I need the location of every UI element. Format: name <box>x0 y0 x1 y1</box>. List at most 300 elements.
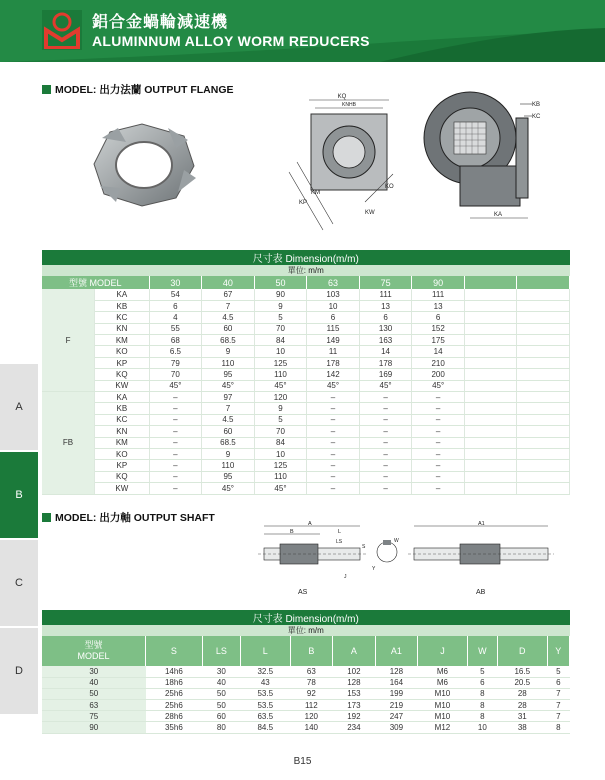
value-cell: – <box>412 437 465 448</box>
value-cell: 68.5 <box>202 437 255 448</box>
value-cell: 45° <box>254 483 307 494</box>
value-cell: 10 <box>254 346 307 357</box>
side-tab-c-label: C <box>15 577 23 589</box>
table-row <box>42 460 570 471</box>
model-cell: 40 <box>42 677 146 688</box>
flange-section-label: MODEL: 出力法蘭 OUTPUT FLANGE <box>55 84 234 96</box>
label-b: B <box>290 529 294 535</box>
value-cell: 103 <box>307 289 360 300</box>
side-tab-d[interactable] <box>0 628 38 714</box>
empty-cell <box>517 437 570 448</box>
value-cell: 309 <box>375 722 418 733</box>
param-label: KA <box>95 289 150 300</box>
value-cell: 28h6 <box>146 711 203 722</box>
param-label: KA <box>95 392 150 403</box>
value-cell: 4.5 <box>202 312 255 323</box>
value-cell: 10 <box>254 448 307 459</box>
value-cell: 6 <box>307 312 360 323</box>
section-bullet-icon <box>42 85 51 94</box>
model-column-header: 30 <box>149 276 202 289</box>
table-row <box>42 312 570 323</box>
value-cell: 192 <box>333 711 376 722</box>
header-title-en: ALUMINNUM ALLOY WORM REDUCERS <box>92 33 370 49</box>
empty-cell <box>517 414 570 425</box>
shaft-key-section-drawing <box>372 520 402 580</box>
value-cell: 6 <box>412 312 465 323</box>
value-cell: – <box>149 471 202 482</box>
value-cell: M10 <box>418 688 468 699</box>
label-j: J <box>344 574 347 580</box>
empty-cell <box>464 300 517 311</box>
value-cell: 142 <box>307 369 360 380</box>
value-cell: 173 <box>333 700 376 711</box>
empty-cell <box>464 460 517 471</box>
value-cell: 120 <box>254 392 307 403</box>
empty-cell <box>517 460 570 471</box>
group-label: FB <box>42 392 95 495</box>
value-cell: 163 <box>359 335 412 346</box>
empty-header <box>464 276 517 289</box>
company-logo-icon <box>40 8 84 52</box>
value-cell: 14 <box>359 346 412 357</box>
value-cell: 95 <box>202 471 255 482</box>
value-cell: 115 <box>307 323 360 334</box>
value-cell: 125 <box>254 357 307 368</box>
value-cell: – <box>307 460 360 471</box>
column-header: Y <box>547 636 569 666</box>
value-cell: – <box>307 426 360 437</box>
label-l: L <box>338 529 342 535</box>
side-tab-a-label: A <box>15 401 23 413</box>
table-row <box>42 403 570 414</box>
param-label: KB <box>95 300 150 311</box>
model-column-header: 75 <box>359 276 412 289</box>
value-cell: 5 <box>254 312 307 323</box>
model-cell: 63 <box>42 700 146 711</box>
value-cell: 92 <box>290 688 333 699</box>
value-cell: 97 <box>202 392 255 403</box>
label-ka: KA <box>494 212 503 218</box>
value-cell: 55 <box>149 323 202 334</box>
value-cell: – <box>412 392 465 403</box>
model-cell: 90 <box>42 722 146 733</box>
param-label: KQ <box>95 471 150 482</box>
value-cell: 54 <box>149 289 202 300</box>
value-cell: 63 <box>290 666 333 677</box>
model-cell: 50 <box>42 688 146 699</box>
value-cell: 18h6 <box>146 677 203 688</box>
table-row <box>42 335 570 346</box>
empty-cell <box>464 369 517 380</box>
value-cell: 8 <box>467 711 497 722</box>
value-cell: – <box>359 392 412 403</box>
value-cell: 7 <box>202 300 255 311</box>
output-flange-photo <box>88 118 203 210</box>
value-cell: 9 <box>254 403 307 414</box>
value-cell: 80 <box>202 722 240 733</box>
value-cell: 149 <box>307 335 360 346</box>
value-cell: 6 <box>359 312 412 323</box>
value-cell: 6 <box>547 677 569 688</box>
value-cell: 32.5 <box>240 666 290 677</box>
shaft-as-drawing <box>258 518 370 596</box>
value-cell: 90 <box>254 289 307 300</box>
value-cell: 200 <box>412 369 465 380</box>
value-cell: – <box>149 448 202 459</box>
value-cell: 45° <box>254 380 307 391</box>
value-cell: 13 <box>412 300 465 311</box>
empty-cell <box>464 426 517 437</box>
value-cell: – <box>307 437 360 448</box>
value-cell: 40 <box>202 677 240 688</box>
model-cell: 75 <box>42 711 146 722</box>
table-row <box>42 323 570 334</box>
empty-cell <box>464 346 517 357</box>
table-row <box>42 700 570 711</box>
shaft-ab-drawing <box>408 518 556 596</box>
param-label: KB <box>95 403 150 414</box>
value-cell: 30 <box>202 666 240 677</box>
label-kp: KP <box>299 200 308 206</box>
label-kw: KW <box>365 210 375 216</box>
table-row <box>42 346 570 357</box>
param-label: KW <box>95 483 150 494</box>
column-header: B <box>290 636 333 666</box>
value-cell: 43 <box>240 677 290 688</box>
shaft-section-label: MODEL: 出力軸 OUTPUT SHAFT <box>55 512 215 524</box>
value-cell: 84 <box>254 437 307 448</box>
value-cell: 13 <box>359 300 412 311</box>
value-cell: – <box>149 483 202 494</box>
value-cell: 35h6 <box>146 722 203 733</box>
value-cell: 60 <box>202 711 240 722</box>
empty-cell <box>464 357 517 368</box>
table-row <box>42 483 570 494</box>
banner-swoosh <box>0 0 605 62</box>
table-row <box>42 414 570 425</box>
value-cell: 102 <box>333 666 376 677</box>
empty-cell <box>517 346 570 357</box>
section-bullet-icon <box>42 513 51 522</box>
page-number: B15 <box>293 756 312 767</box>
value-cell: 111 <box>359 289 412 300</box>
flange-dimension-drawing <box>275 92 410 232</box>
table-title: 尺寸表 Dimension(m/m) <box>42 250 570 265</box>
value-cell: – <box>412 460 465 471</box>
model-column-header: 63 <box>307 276 360 289</box>
shaft-section-heading <box>42 510 215 525</box>
empty-cell <box>464 437 517 448</box>
empty-cell <box>464 483 517 494</box>
label-kb: KB <box>532 102 541 108</box>
value-cell: 70 <box>254 323 307 334</box>
table-row <box>42 471 570 482</box>
caption-ab: AB <box>476 589 486 596</box>
value-cell: 11 <box>307 346 360 357</box>
value-cell: 111 <box>412 289 465 300</box>
value-cell: 50 <box>202 700 240 711</box>
param-label: KN <box>95 323 150 334</box>
value-cell: 31 <box>497 711 547 722</box>
empty-cell <box>464 471 517 482</box>
value-cell: 169 <box>359 369 412 380</box>
value-cell: – <box>149 426 202 437</box>
value-cell: 16.5 <box>497 666 547 677</box>
model-header: 型號 MODEL <box>42 276 149 289</box>
value-cell: – <box>307 403 360 414</box>
side-tab-a[interactable] <box>0 364 38 450</box>
value-cell: 60 <box>202 426 255 437</box>
empty-cell <box>517 300 570 311</box>
value-cell: – <box>307 448 360 459</box>
value-cell: 130 <box>359 323 412 334</box>
label-ko: KO <box>385 184 394 190</box>
empty-cell <box>517 312 570 323</box>
value-cell: – <box>359 483 412 494</box>
model-column-header: 90 <box>412 276 465 289</box>
empty-cell <box>517 483 570 494</box>
value-cell: 10 <box>307 300 360 311</box>
value-cell: 5 <box>547 666 569 677</box>
value-cell: 247 <box>375 711 418 722</box>
value-cell: 45° <box>202 380 255 391</box>
value-cell: 234 <box>333 722 376 733</box>
value-cell: 60 <box>202 323 255 334</box>
column-header: S <box>146 636 203 666</box>
caption-as: AS <box>298 589 308 596</box>
param-label: KC <box>95 414 150 425</box>
value-cell: 28 <box>497 688 547 699</box>
value-cell: – <box>412 448 465 459</box>
value-cell: 45° <box>359 380 412 391</box>
label-y: Y <box>372 566 376 572</box>
value-cell: 9 <box>254 300 307 311</box>
value-cell: 4.5 <box>202 414 255 425</box>
empty-cell <box>464 323 517 334</box>
value-cell: 152 <box>412 323 465 334</box>
table-unit: 單位: m/m <box>42 625 570 636</box>
value-cell: – <box>149 460 202 471</box>
value-cell: 140 <box>290 722 333 733</box>
empty-cell <box>464 403 517 414</box>
empty-cell <box>517 380 570 391</box>
header-banner <box>0 0 605 62</box>
param-label: KO <box>95 346 150 357</box>
value-cell: 45° <box>202 483 255 494</box>
table-row <box>42 677 570 688</box>
value-cell: 78 <box>290 677 333 688</box>
empty-cell <box>517 392 570 403</box>
value-cell: – <box>359 448 412 459</box>
value-cell: 53.5 <box>240 688 290 699</box>
empty-cell <box>517 289 570 300</box>
value-cell: – <box>149 437 202 448</box>
column-header: A <box>333 636 376 666</box>
empty-cell <box>464 448 517 459</box>
empty-cell <box>517 471 570 482</box>
value-cell: 7 <box>547 688 569 699</box>
value-cell: 95 <box>202 369 255 380</box>
value-cell: – <box>307 483 360 494</box>
value-cell: 67 <box>202 289 255 300</box>
value-cell: 4 <box>149 312 202 323</box>
table-row <box>42 711 570 722</box>
group-label: F <box>42 289 95 392</box>
column-header: A1 <box>375 636 418 666</box>
value-cell: 14h6 <box>146 666 203 677</box>
value-cell: 50 <box>202 688 240 699</box>
column-header: L <box>240 636 290 666</box>
column-header: W <box>467 636 497 666</box>
value-cell: 70 <box>254 426 307 437</box>
value-cell: M6 <box>418 677 468 688</box>
value-cell: – <box>359 471 412 482</box>
value-cell: – <box>149 414 202 425</box>
label-a1: A1 <box>478 521 485 527</box>
empty-cell <box>464 380 517 391</box>
value-cell: M10 <box>418 711 468 722</box>
label-kq: KQ <box>337 94 347 100</box>
model-column-header: 50 <box>254 276 307 289</box>
value-cell: 5 <box>254 414 307 425</box>
table-row <box>42 666 570 677</box>
value-cell: 110 <box>202 357 255 368</box>
value-cell: 53.5 <box>240 700 290 711</box>
column-header: D <box>497 636 547 666</box>
value-cell: 6.5 <box>149 346 202 357</box>
flange-section-heading <box>42 82 234 97</box>
empty-cell <box>464 392 517 403</box>
table-row <box>42 369 570 380</box>
value-cell: M6 <box>418 666 468 677</box>
value-cell: 7 <box>547 700 569 711</box>
column-header: 型號 MODEL <box>42 636 146 666</box>
value-cell: – <box>359 414 412 425</box>
empty-cell <box>464 312 517 323</box>
side-tab-b-label: B <box>15 489 23 501</box>
value-cell: 68.5 <box>202 335 255 346</box>
value-cell: – <box>412 426 465 437</box>
value-cell: 7 <box>202 403 255 414</box>
table-row <box>42 426 570 437</box>
empty-cell <box>464 289 517 300</box>
label-knhb: KNHB <box>342 102 356 108</box>
side-tab-d-label: D <box>15 665 23 677</box>
value-cell: 70 <box>149 369 202 380</box>
value-cell: 153 <box>333 688 376 699</box>
empty-cell <box>517 426 570 437</box>
param-label: KM <box>95 437 150 448</box>
value-cell: 14 <box>412 346 465 357</box>
value-cell: 164 <box>375 677 418 688</box>
empty-cell <box>517 448 570 459</box>
flange-dimension-table <box>42 250 570 495</box>
param-label: KO <box>95 448 150 459</box>
value-cell: 25h6 <box>146 700 203 711</box>
value-cell: 112 <box>290 700 333 711</box>
empty-cell <box>517 357 570 368</box>
value-cell: 120 <box>290 711 333 722</box>
label-kc: KC <box>532 114 541 120</box>
model-cell: 30 <box>42 666 146 677</box>
table-title: 尺寸表 Dimension(m/m) <box>42 610 570 625</box>
value-cell: 6 <box>149 300 202 311</box>
label-km: KM <box>311 190 320 196</box>
value-cell: 8 <box>467 688 497 699</box>
value-cell: 79 <box>149 357 202 368</box>
value-cell: 8 <box>547 722 569 733</box>
table-row <box>42 688 570 699</box>
value-cell: 128 <box>333 677 376 688</box>
reducer-side-drawing <box>420 78 560 226</box>
param-label: KQ <box>95 369 150 380</box>
header-title-cn: 鋁合金蝸輪減速機 <box>92 14 229 31</box>
empty-cell <box>464 414 517 425</box>
value-cell: M12 <box>418 722 468 733</box>
value-cell: – <box>412 483 465 494</box>
value-cell: 38 <box>497 722 547 733</box>
param-label: KP <box>95 460 150 471</box>
value-cell: 45° <box>307 380 360 391</box>
table-row <box>42 380 570 391</box>
value-cell: – <box>412 471 465 482</box>
value-cell: 7 <box>547 711 569 722</box>
value-cell: 178 <box>307 357 360 368</box>
value-cell: – <box>149 403 202 414</box>
value-cell: 8 <box>467 700 497 711</box>
value-cell: – <box>412 403 465 414</box>
empty-cell <box>517 335 570 346</box>
model-column-header: 40 <box>202 276 255 289</box>
value-cell: 10 <box>467 722 497 733</box>
value-cell: 110 <box>202 460 255 471</box>
value-cell: – <box>149 392 202 403</box>
value-cell: 5 <box>467 666 497 677</box>
table-row <box>42 392 570 403</box>
value-cell: 128 <box>375 666 418 677</box>
value-cell: 9 <box>202 346 255 357</box>
value-cell: 9 <box>202 448 255 459</box>
value-cell: 210 <box>412 357 465 368</box>
value-cell: – <box>307 414 360 425</box>
side-tab-c[interactable] <box>0 540 38 626</box>
table-row <box>42 448 570 459</box>
value-cell: 25h6 <box>146 688 203 699</box>
empty-cell <box>517 403 570 414</box>
value-cell: 178 <box>359 357 412 368</box>
value-cell: 199 <box>375 688 418 699</box>
value-cell: 125 <box>254 460 307 471</box>
label-ls: LS <box>336 539 343 545</box>
param-label: KP <box>95 357 150 368</box>
param-label: KN <box>95 426 150 437</box>
value-cell: 45° <box>412 380 465 391</box>
column-header: J <box>418 636 468 666</box>
side-tab-b[interactable] <box>0 452 38 538</box>
value-cell: 84.5 <box>240 722 290 733</box>
value-cell: – <box>359 460 412 471</box>
table-row <box>42 289 570 300</box>
table-row <box>42 722 570 733</box>
value-cell: 84 <box>254 335 307 346</box>
value-cell: 20.5 <box>497 677 547 688</box>
value-cell: – <box>412 414 465 425</box>
value-cell: 28 <box>497 700 547 711</box>
param-label: KW <box>95 380 150 391</box>
value-cell: – <box>359 426 412 437</box>
value-cell: M10 <box>418 700 468 711</box>
value-cell: – <box>307 392 360 403</box>
